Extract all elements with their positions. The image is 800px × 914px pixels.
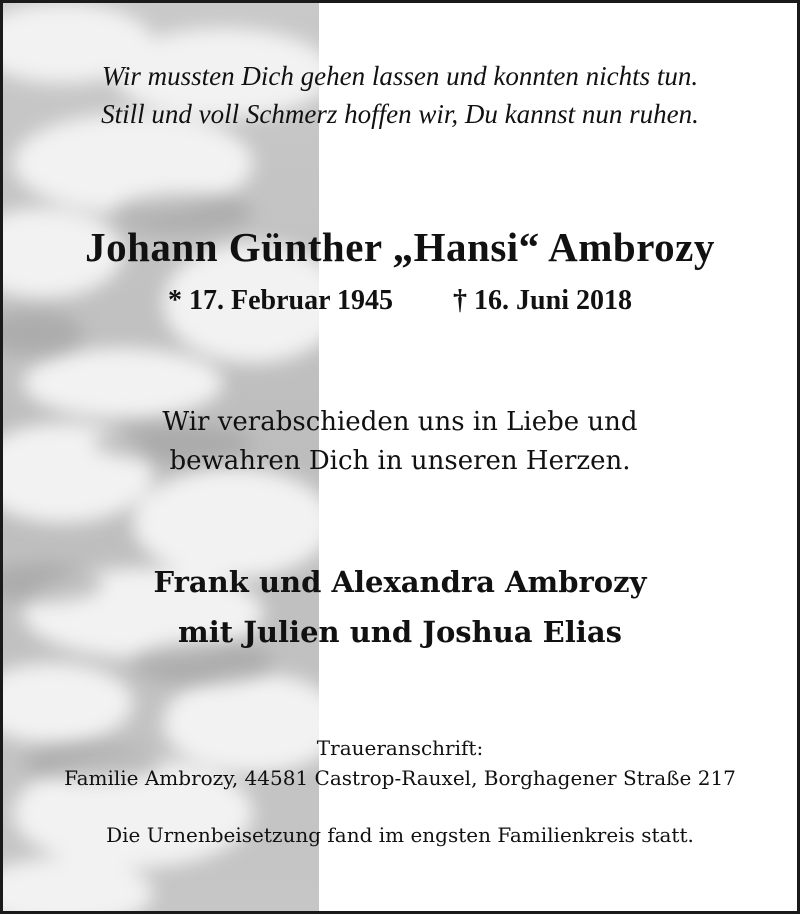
death-date: † 16. Juni 2018 [453,285,632,316]
poem-line-2: Still und voll Schmerz hoffen wir, Du kannst nun ruhen. [101,99,699,129]
family-line-1: Frank und Alexandra Ambrozy [153,565,647,599]
poem-line-1: Wir mussten Dich gehen lassen und konnten nichts tun. [101,61,699,91]
farewell-line-2: bewahren Dich in unseren Herzen. [169,446,631,476]
farewell-line-1: Wir verabschieden uns in Liebe und [162,407,638,437]
birth-date: * 17. Februar 1945 [168,285,394,316]
family-line-2: mit Julien und Joshua Elias [178,615,622,649]
life-dates [3,285,797,317]
address-label: Traueranschrift: [316,736,484,760]
address-line: Familie Ambrozy, 44581 Castrop-Rauxel, Borghagener Straße 217 [64,766,736,790]
deceased-name: Johann Günther „Hansi“ Ambrozy [85,224,715,270]
burial-note: Die Urnenbeisetzung fand im engsten Familienkreis statt. [106,823,694,847]
notice-content [3,3,800,914]
